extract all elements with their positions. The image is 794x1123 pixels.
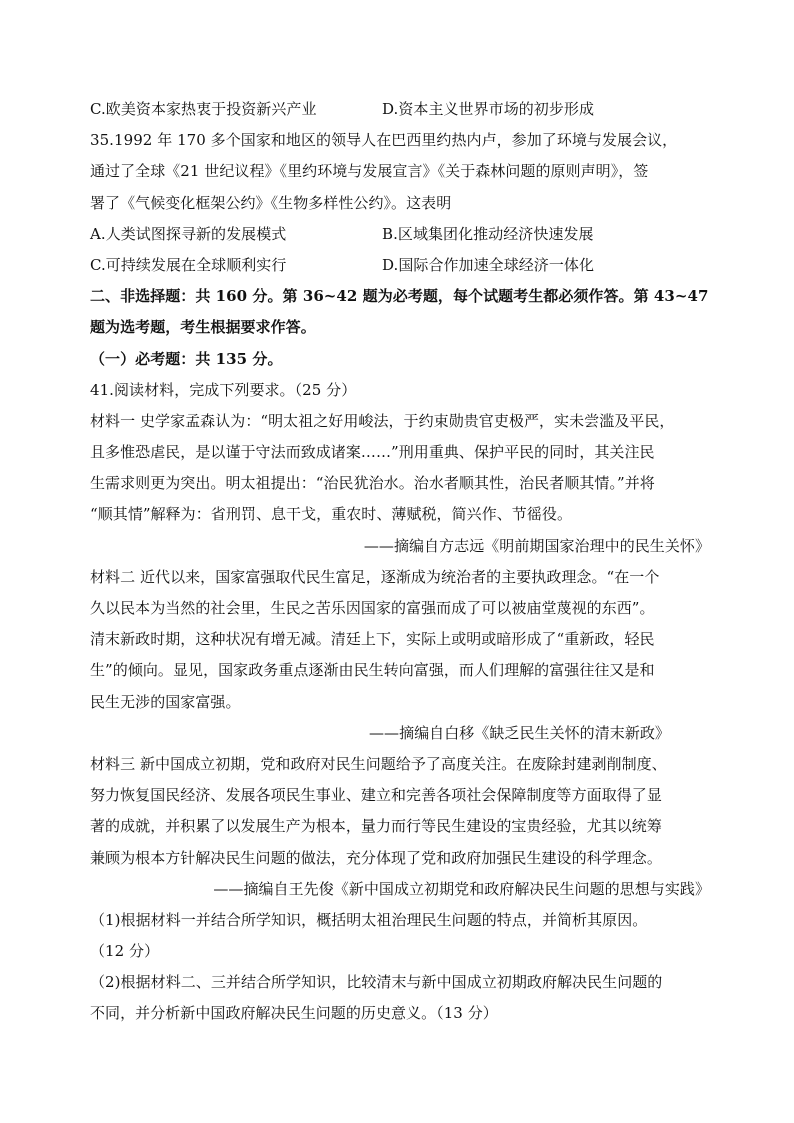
requirement-1-line-1: （1)根据材料一并结合所学知识，概括明太祖治理民生问题的特点，并简析其原因。 <box>90 910 648 929</box>
question-35-line-2: 通过了全球《21 世纪议程》《里约环境与发展宣言》《关于森林问题的原则声明》，签 <box>90 162 649 181</box>
question-35-line-3: 署了《气候变化框架公约》《生物多样性公约》。这表明 <box>90 193 452 212</box>
option-row-cd-2 <box>90 250 710 281</box>
material-1-line-1: 材料一 史学家孟森认为：“明太祖之好用峻法，于约束勋贵官吏极严，实未尝滥及平民， <box>90 411 675 430</box>
material-3-line-4: 兼顾为根本方针解决民生问题的做法，充分体现了党和政府加强民生建设的科学理念。 <box>90 848 662 867</box>
material-2-line-1: 材料二 近代以来，国家富强取代民生富足，逐渐成为统治者的主要执政理念。“在一个 <box>90 567 660 586</box>
section-2-heading-line-1: 二、非选择题：共 160 分。第 36~42 题为必考题，每个试题考生都必须作答。第 43~47 <box>90 287 709 306</box>
requirement-2-line-1: （2)根据材料二、三并结合所学知识，比较清末与新中国成立初期政府解决民生问题的 <box>90 973 663 992</box>
material-2-line-3: 清末新政时期，这种状况有增无减。清廷上下，实际上或明或暗形成了“重新政，轻民 <box>90 630 655 649</box>
page-content <box>90 94 710 1030</box>
material-1-line-2: 且多惟恐虐民，是以谨于守法而致成诸案……”刑用重典、保护平民的同时，其关注民 <box>90 443 655 462</box>
requirement-2-line-2: 不同，并分析新中国政府解决民生问题的历史意义。（13 分） <box>90 1004 498 1023</box>
requirement-1-line-2: （12 分） <box>90 942 160 961</box>
option-row-cd <box>90 94 710 125</box>
option-d: D.资本主义世界市场的初步形成 <box>382 100 595 118</box>
question-41-title: 41.阅读材料，完成下列要求。（25 分） <box>90 380 357 399</box>
material-3-line-1: 材料三 新中国成立初期，党和政府对民生问题给予了高度关注。在废除封建剥削制度、 <box>90 754 667 773</box>
material-1-source: ——摘编自方志远《明前期国家治理中的民生关怀》 <box>363 536 710 555</box>
subsection-required-heading: （一）必考题：共 135 分。 <box>90 349 283 368</box>
question-35-line-1: 35.1992 年 170 多个国家和地区的领导人在巴西里约热内卢，参加了环境与发展会议， <box>90 131 678 150</box>
option-c: C.欧美资本家热衷于投资新兴产业 <box>90 100 317 118</box>
option-a: A.人类试图探寻新的发展模式 <box>90 224 287 243</box>
material-2-line-4: 生”的倾向。显见，国家政务重点逐渐由民生转向富强，而人们理解的富强往往又是和 <box>90 661 655 680</box>
material-2-line-2: 久以民本为当然的社会里，生民之苦乐因国家的富强而成了可以被庙堂蔑视的东西”。 <box>90 599 655 617</box>
option-row-ab <box>90 219 710 250</box>
material-1-line-3: 生需求则更为突出。明太祖提出：“治民犹治水。治水者顺其性，治民者顺其情。”并将 <box>90 474 655 493</box>
material-3-line-2: 努力恢复国民经济、发展各项民生事业、建立和完善各项社会保障制度等方面取得了显 <box>90 786 662 805</box>
material-3-source: ——摘编自王先俊《新中国成立初期党和政府解决民生问题的思想与实践》 <box>213 879 710 898</box>
material-1-line-4: “顺其情”解释为：省刑罚、息干戈，重农时、薄赋税，简兴作、节徭役。 <box>90 505 572 524</box>
option-b: B.区域集团化推动经济快速发展 <box>382 224 594 243</box>
option-d-2: D.国际合作加速全球经济一体化 <box>382 255 595 274</box>
material-2-source: ——摘编自白移《缺乏民生关怀的清末新政》 <box>368 723 670 742</box>
material-3-line-3: 著的成就，并积累了以发展生产为根本，量力而行等民生建设的宝贵经验，尤其以统筹 <box>90 817 662 836</box>
option-c-2: C.可持续发展在全球顺利实行 <box>90 255 287 274</box>
section-2-heading-line-2: 题为选考题，考生根据要求作答。 <box>90 318 316 337</box>
material-2-line-5: 民生无涉的国家富强。 <box>90 692 241 711</box>
